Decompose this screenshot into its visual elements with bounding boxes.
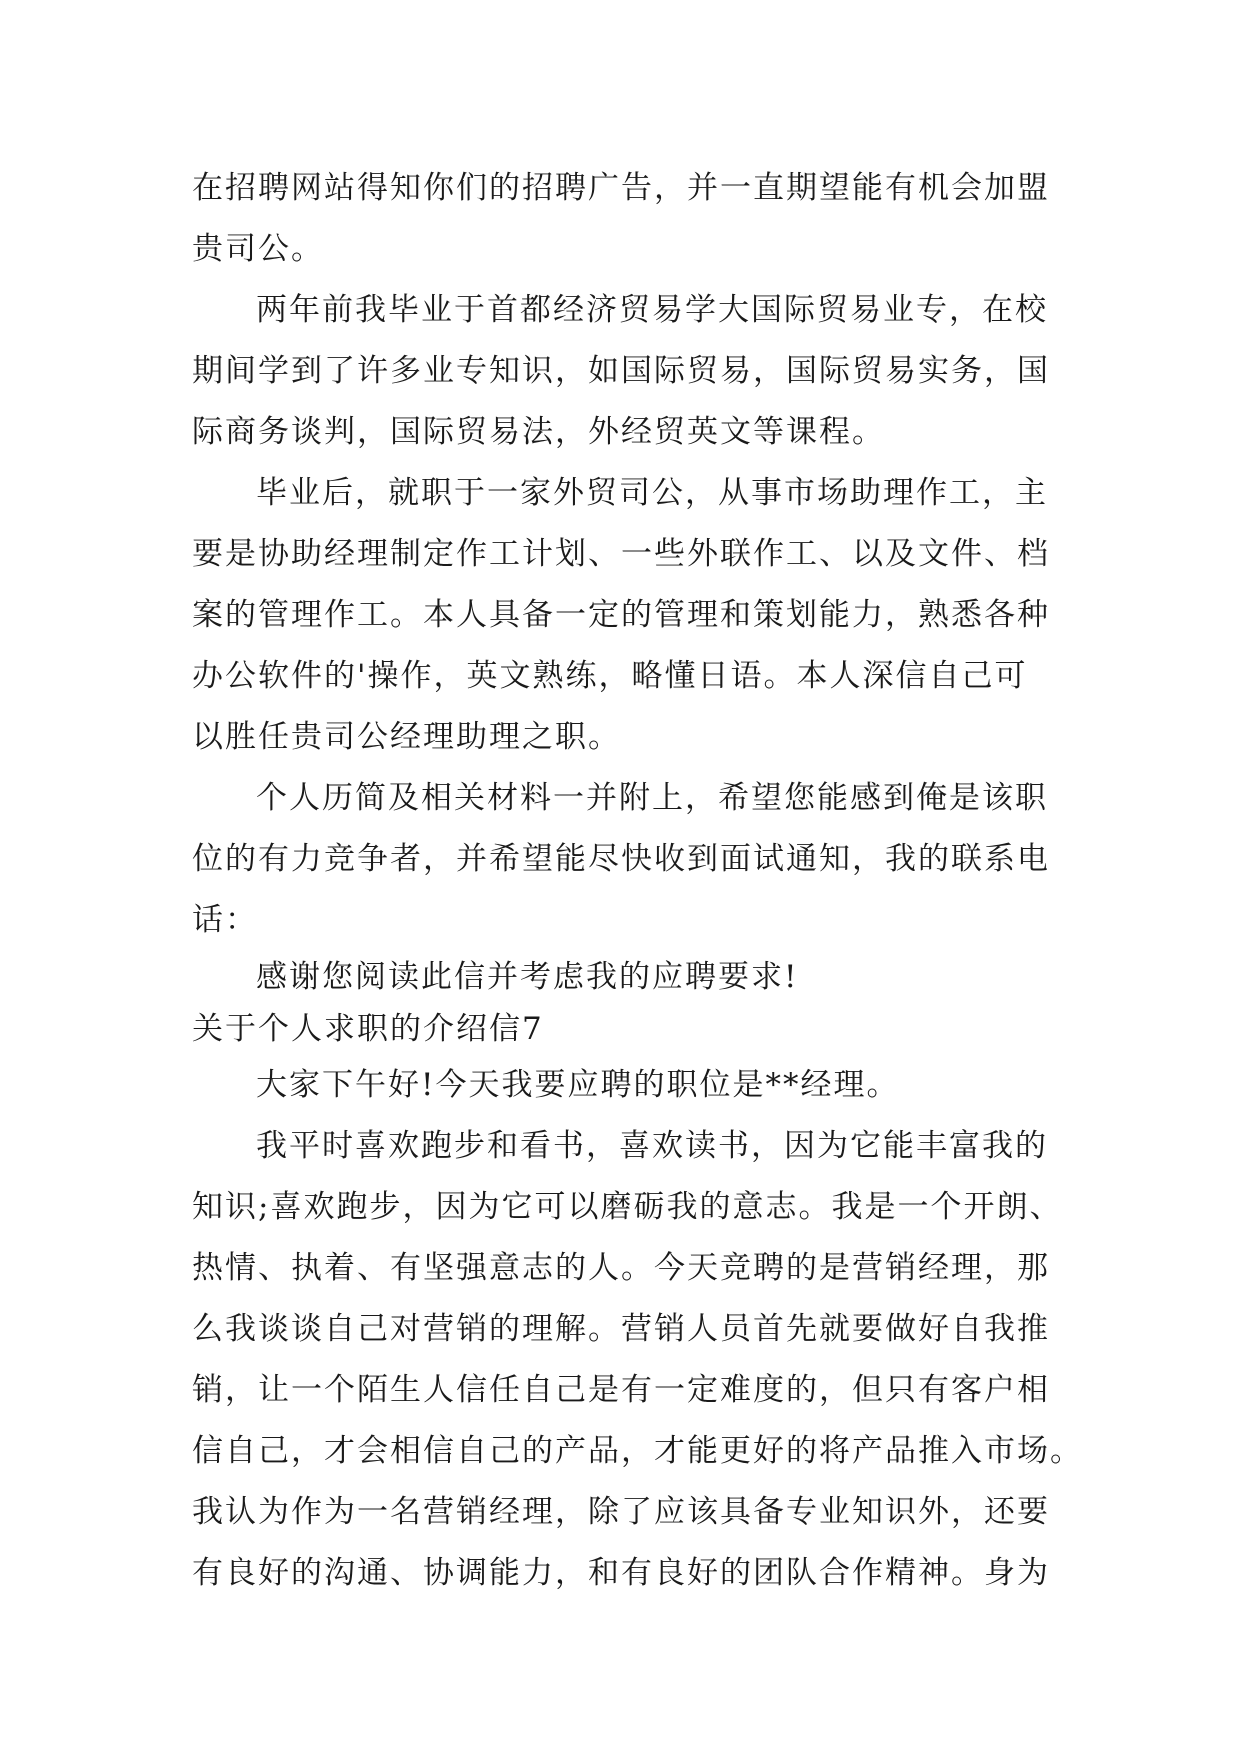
body-line: 销，让一个陌生人信任自己是有一定难度的，但只有客户相 — [192, 1372, 1050, 1408]
body-line: 际商务谈判，国际贸易法，外经贸英文等课程。 — [192, 414, 885, 450]
body-line: 知识;喜欢跑步，因为它可以磨砺我的意志。我是一个开朗、 — [192, 1189, 1063, 1225]
body-line: 要是协助经理制定作工计划、一些外联作工、以及文件、档 — [192, 536, 1050, 572]
body-line: 有良好的沟通、协调能力，和有良好的团队合作精神。身为 — [192, 1555, 1050, 1591]
paragraph-start-line: 个人历简及相关材料一并附上，希望您能感到俺是该职 — [256, 780, 1048, 816]
body-line: 以胜任贵司公经理助理之职。 — [192, 719, 621, 755]
paragraph-start-line: 我平时喜欢跑步和看书，喜欢读书，因为它能丰富我的 — [256, 1128, 1048, 1164]
body-line: 信自己，才会相信自己的产品，才能更好的将产品推入市场。 — [192, 1433, 1083, 1469]
body-line: 案的管理作工。本人具备一定的管理和策划能力，熟悉各种 — [192, 597, 1050, 633]
body-line: 话： — [192, 902, 258, 938]
body-line: 办公软件的'操作，英文熟练，略懂日语。本人深信自己可 — [192, 658, 1028, 694]
body-line: 期间学到了许多业专知识，如国际贸易，国际贸易实务，国 — [192, 353, 1050, 389]
body-line: 我认为作为一名营销经理，除了应该具备专业知识外，还要 — [192, 1494, 1050, 1530]
body-line: 么我谈谈自己对营销的理解。营销人员首先就要做好自我推 — [192, 1311, 1050, 1347]
section-heading: 关于个人求职的介绍信7 — [192, 1011, 544, 1047]
body-line: 位的有力竞争者，并希望能尽快收到面试通知，我的联系电 — [192, 841, 1050, 877]
body-line: 热情、执着、有坚强意志的人。今天竞聘的是营销经理，那 — [192, 1250, 1050, 1286]
paragraph-start-line: 毕业后，就职于一家外贸司公，从事市场助理作工，主 — [256, 475, 1048, 511]
document-body — [192, 158, 1083, 1604]
closing-line: 感谢您阅读此信并考虑我的应聘要求! — [256, 959, 799, 995]
paragraph-start-line: 两年前我毕业于首都经济贸易学大国际贸易业专，在校 — [256, 292, 1048, 328]
body-line: 在招聘网站得知你们的招聘广告，并一直期望能有机会加盟 — [192, 170, 1050, 206]
greeting-line: 大家下午好!今天我要应聘的职位是**经理。 — [256, 1067, 900, 1103]
body-line: 贵司公。 — [192, 231, 324, 267]
